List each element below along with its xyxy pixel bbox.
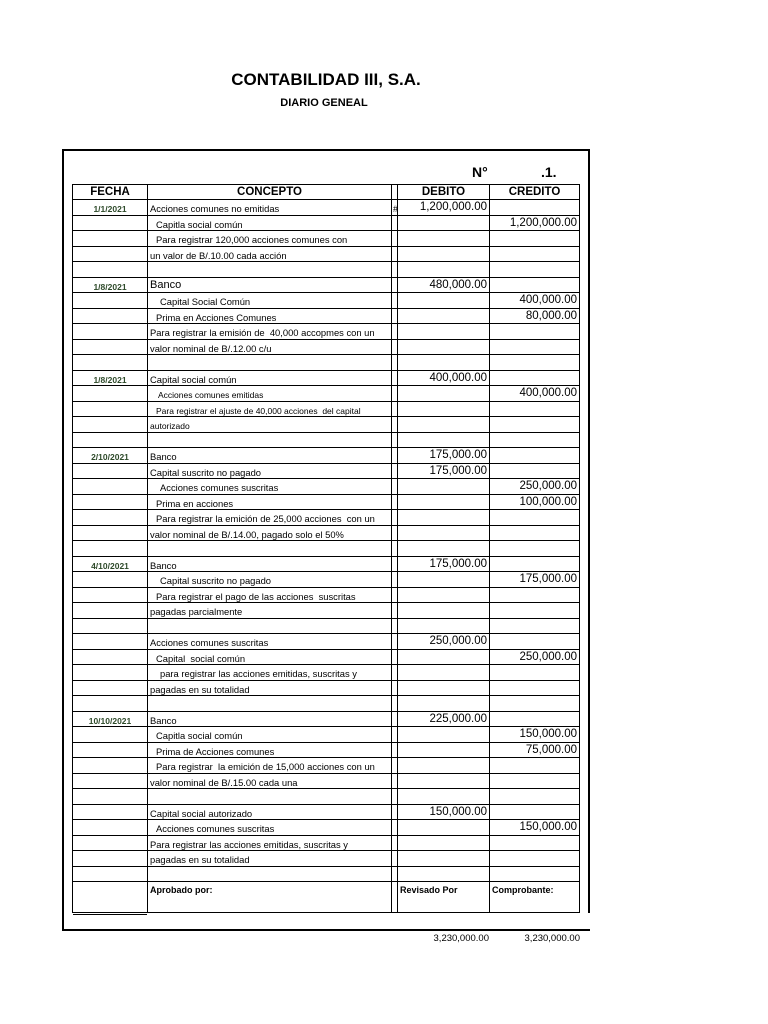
debit-cell <box>398 309 490 325</box>
overflow-mark-cell: # <box>392 200 398 216</box>
credit-cell: 150,000.00 <box>490 727 580 743</box>
credit-cell: 400,000.00 <box>490 293 580 309</box>
concept-cell: Prima en acciones <box>148 495 392 511</box>
journal-row <box>73 541 580 557</box>
debit-cell <box>398 743 490 759</box>
credit-cell <box>490 588 580 604</box>
concept-cell: Banco <box>148 712 392 728</box>
journal-row <box>73 634 580 650</box>
journal-number-label: N° <box>472 164 488 180</box>
date-cell <box>73 572 148 588</box>
date-cell <box>73 789 148 805</box>
journal-row <box>73 309 580 325</box>
journal-row <box>73 324 580 340</box>
journal-row <box>73 340 580 356</box>
credit-cell <box>490 448 580 464</box>
date-cell <box>73 696 148 712</box>
frame-right-border <box>588 149 590 913</box>
date-cell <box>73 386 148 402</box>
journal-row <box>73 216 580 232</box>
concept-cell <box>148 696 392 712</box>
date-cell <box>73 867 148 883</box>
debit-cell <box>398 727 490 743</box>
debit-cell <box>398 665 490 681</box>
frame-left-border <box>62 149 64 931</box>
concept-cell: para registrar las acciones emitidas, suscritas y <box>148 665 392 681</box>
journal-rows <box>73 200 580 882</box>
journal-row <box>73 836 580 852</box>
date-cell <box>73 309 148 325</box>
journal-row <box>73 650 580 666</box>
total-credito: 3,230,000.00 <box>524 933 580 944</box>
debit-cell <box>398 433 490 449</box>
credit-cell <box>490 340 580 356</box>
journal-row <box>73 774 580 790</box>
credit-cell <box>490 200 580 216</box>
date-cell <box>73 774 148 790</box>
journal-row <box>73 371 580 387</box>
concept-cell: Acciones comunes suscritas <box>148 820 392 836</box>
date-cell <box>73 495 148 511</box>
credit-cell <box>490 789 580 805</box>
date-cell <box>73 293 148 309</box>
concept-cell: Acciones comunes emitidas <box>148 386 392 402</box>
date-cell <box>73 541 148 557</box>
credit-cell <box>490 526 580 542</box>
concept-cell: valor nominal de B/.12.00 c/u <box>148 340 392 356</box>
concept-cell: autorizado <box>148 417 392 433</box>
debit-cell: 480,000.00 <box>398 278 490 294</box>
debit-cell <box>398 231 490 247</box>
journal-row <box>73 433 580 449</box>
journal-row <box>73 696 580 712</box>
debit-cell <box>398 541 490 557</box>
concept-cell: Para registrar el ajuste de 40,000 acciones del capital <box>148 402 392 418</box>
debit-cell: 250,000.00 <box>398 634 490 650</box>
credit-cell <box>490 541 580 557</box>
credit-cell <box>490 433 580 449</box>
debit-cell <box>398 820 490 836</box>
journal-row <box>73 727 580 743</box>
date-cell <box>73 805 148 821</box>
credit-cell <box>490 510 580 526</box>
concept-cell: Capital suscrito no pagado <box>148 572 392 588</box>
credit-cell <box>490 851 580 867</box>
concept-cell: Para registrar el pago de las acciones suscritas <box>148 588 392 604</box>
concept-cell <box>148 541 392 557</box>
total-debito: 3,230,000.00 <box>433 933 489 944</box>
credit-cell: 250,000.00 <box>490 479 580 495</box>
debit-cell <box>398 293 490 309</box>
credit-cell <box>490 247 580 263</box>
date-cell <box>73 758 148 774</box>
journal-row <box>73 526 580 542</box>
concept-cell: Banco <box>148 448 392 464</box>
credit-cell <box>490 324 580 340</box>
credit-cell: 250,000.00 <box>490 650 580 666</box>
credit-cell <box>490 836 580 852</box>
credit-cell <box>490 619 580 635</box>
credit-cell <box>490 278 580 294</box>
credit-cell <box>490 231 580 247</box>
debit-cell <box>398 588 490 604</box>
date-cell <box>73 402 148 418</box>
concept-cell: Prima en Acciones Comunes <box>148 309 392 325</box>
credit-cell <box>490 355 580 371</box>
journal-row <box>73 386 580 402</box>
concept-cell: Capitla social común <box>148 727 392 743</box>
concept-cell: pagadas en su totalidad <box>148 681 392 697</box>
debit-cell <box>398 479 490 495</box>
credit-cell <box>490 681 580 697</box>
debit-cell <box>398 867 490 883</box>
concept-cell: Banco <box>148 278 392 294</box>
debit-cell: 175,000.00 <box>398 557 490 573</box>
credit-cell <box>490 665 580 681</box>
approval-date-subcell <box>73 900 147 915</box>
concept-cell: Capitla social común <box>148 216 392 232</box>
credit-cell <box>490 557 580 573</box>
date-cell <box>73 216 148 232</box>
debit-cell <box>398 340 490 356</box>
credit-cell: 400,000.00 <box>490 386 580 402</box>
date-cell <box>73 324 148 340</box>
journal-row <box>73 293 580 309</box>
concept-cell: Para registrar las acciones emitidas, suscritas y <box>148 836 392 852</box>
debit-cell <box>398 774 490 790</box>
debit-cell <box>398 603 490 619</box>
journal-number-value: .1. <box>541 164 557 180</box>
company-title: CONTABILIDAD III, S.A. <box>231 70 421 89</box>
debit-cell: 175,000.00 <box>398 448 490 464</box>
concept-cell: Capital social común <box>148 371 392 387</box>
journal-row <box>73 805 580 821</box>
journal-row <box>73 619 580 635</box>
debit-cell: 150,000.00 <box>398 805 490 821</box>
credit-cell: 1,200,000.00 <box>490 216 580 232</box>
credit-cell <box>490 603 580 619</box>
credit-cell <box>490 262 580 278</box>
concept-cell: un valor de B/.10.00 cada acción <box>148 247 392 263</box>
debit-cell: 175,000.00 <box>398 464 490 480</box>
date-cell <box>73 340 148 356</box>
credit-cell: 75,000.00 <box>490 743 580 759</box>
credit-cell <box>490 758 580 774</box>
concept-cell: Prima de Acciones comunes <box>148 743 392 759</box>
credit-cell: 100,000.00 <box>490 495 580 511</box>
journal-row <box>73 231 580 247</box>
concept-cell: pagadas en su totalidad <box>148 851 392 867</box>
journal-row <box>73 851 580 867</box>
date-cell: 1/8/2021 <box>73 371 148 387</box>
debit-cell <box>398 572 490 588</box>
concept-cell: Capital suscrito no pagado <box>148 464 392 480</box>
concept-cell <box>148 433 392 449</box>
journal-table <box>72 184 580 913</box>
journal-row <box>73 557 580 573</box>
debit-cell <box>398 789 490 805</box>
approval-date-cell <box>73 882 148 913</box>
date-cell: 4/10/2021 <box>73 557 148 573</box>
debit-cell <box>398 836 490 852</box>
date-cell <box>73 836 148 852</box>
concept-cell: Acciones comunes suscritas <box>148 479 392 495</box>
header-concepto: CONCEPTO <box>148 185 392 200</box>
concept-cell: Acciones comunes no emitidas <box>148 200 392 216</box>
credit-cell <box>490 634 580 650</box>
journal-row <box>73 603 580 619</box>
credit-cell <box>490 464 580 480</box>
debit-cell <box>398 526 490 542</box>
debit-cell <box>398 216 490 232</box>
debit-cell <box>398 851 490 867</box>
concept-cell <box>148 619 392 635</box>
debit-cell: 225,000.00 <box>398 712 490 728</box>
credit-cell <box>490 696 580 712</box>
debit-cell <box>398 619 490 635</box>
journal-row <box>73 712 580 728</box>
approval-row <box>73 882 580 913</box>
journal-row <box>73 820 580 836</box>
date-cell: 1/8/2021 <box>73 278 148 294</box>
credit-cell <box>490 805 580 821</box>
journal-row <box>73 758 580 774</box>
debit-cell <box>398 681 490 697</box>
credit-cell <box>490 774 580 790</box>
journal-row <box>73 681 580 697</box>
journal-row <box>73 200 580 216</box>
date-cell <box>73 433 148 449</box>
debit-cell <box>398 417 490 433</box>
header-credito: CREDITO <box>490 185 580 200</box>
debit-cell <box>398 355 490 371</box>
debit-cell <box>398 324 490 340</box>
date-cell: 2/10/2021 <box>73 448 148 464</box>
date-cell <box>73 634 148 650</box>
date-cell <box>73 665 148 681</box>
debit-cell: 400,000.00 <box>398 371 490 387</box>
voucher-label: Comprobante: <box>490 882 580 913</box>
date-cell <box>73 650 148 666</box>
concept-cell <box>148 262 392 278</box>
debit-cell: 1,200,000.00 <box>398 200 490 216</box>
debit-cell <box>398 696 490 712</box>
concept-cell: valor nominal de B/.14.00, pagado solo el 50% <box>148 526 392 542</box>
concept-cell: Para registrar la emición de 15,000 acciones con un <box>148 758 392 774</box>
concept-cell: Acciones comunes suscritas <box>148 634 392 650</box>
journal-row <box>73 355 580 371</box>
journal-row <box>73 262 580 278</box>
journal-row <box>73 789 580 805</box>
debit-cell <box>398 247 490 263</box>
journal-row <box>73 665 580 681</box>
concept-cell: Para registrar la emición de 25,000 acciones con un <box>148 510 392 526</box>
date-cell <box>73 510 148 526</box>
credit-cell <box>490 712 580 728</box>
credit-cell: 175,000.00 <box>490 572 580 588</box>
credit-cell: 150,000.00 <box>490 820 580 836</box>
credit-cell <box>490 867 580 883</box>
date-cell: 10/10/2021 <box>73 712 148 728</box>
journal-row <box>73 278 580 294</box>
date-cell <box>73 820 148 836</box>
date-cell <box>73 526 148 542</box>
frame-top-border <box>62 149 590 151</box>
approved-by-label: Aprobado por: <box>148 882 392 913</box>
concept-cell: Capital social común <box>148 650 392 666</box>
concept-cell: Para registrar la emisión de 40,000 accopmes con un <box>148 324 392 340</box>
date-cell <box>73 262 148 278</box>
journal-row <box>73 402 580 418</box>
date-cell <box>73 231 148 247</box>
concept-cell <box>148 355 392 371</box>
journal-row <box>73 495 580 511</box>
journal-row <box>73 464 580 480</box>
concept-cell <box>148 789 392 805</box>
concept-cell: Capital social autorizado <box>148 805 392 821</box>
debit-cell <box>398 510 490 526</box>
debit-cell <box>398 650 490 666</box>
date-cell <box>73 417 148 433</box>
concept-cell <box>148 867 392 883</box>
concept-cell: valor nominal de B/.15.00 cada una <box>148 774 392 790</box>
date-cell <box>73 479 148 495</box>
journal-subtitle: DIARIO GENEAL <box>280 97 368 109</box>
concept-cell: pagadas parcialmente <box>148 603 392 619</box>
credit-cell <box>490 402 580 418</box>
concept-cell: Capital Social Común <box>148 293 392 309</box>
date-cell <box>73 681 148 697</box>
concept-cell: Banco <box>148 557 392 573</box>
journal-row <box>73 479 580 495</box>
header-fecha: FECHA <box>73 185 148 200</box>
date-cell: 1/1/2021 <box>73 200 148 216</box>
credit-cell <box>490 371 580 387</box>
table-header-row <box>73 185 580 200</box>
concept-cell: Para registrar 120,000 acciones comunes con <box>148 231 392 247</box>
debit-cell <box>398 402 490 418</box>
journal-row <box>73 867 580 883</box>
date-cell <box>73 743 148 759</box>
reviewed-by-label: Revisado Por <box>398 882 490 913</box>
debit-cell <box>398 262 490 278</box>
credit-cell <box>490 417 580 433</box>
date-cell <box>73 588 148 604</box>
debit-cell <box>398 495 490 511</box>
date-cell <box>73 355 148 371</box>
credit-cell: 80,000.00 <box>490 309 580 325</box>
debit-cell <box>398 386 490 402</box>
date-cell <box>73 619 148 635</box>
journal-row <box>73 743 580 759</box>
journal-row <box>73 417 580 433</box>
journal-row <box>73 448 580 464</box>
journal-row <box>73 572 580 588</box>
journal-row <box>73 588 580 604</box>
journal-row <box>73 510 580 526</box>
date-cell <box>73 464 148 480</box>
date-cell <box>73 727 148 743</box>
journal-row <box>73 247 580 263</box>
date-cell <box>73 851 148 867</box>
date-cell <box>73 247 148 263</box>
header-debito: DEBITO <box>398 185 490 200</box>
debit-cell <box>398 758 490 774</box>
date-cell <box>73 603 148 619</box>
